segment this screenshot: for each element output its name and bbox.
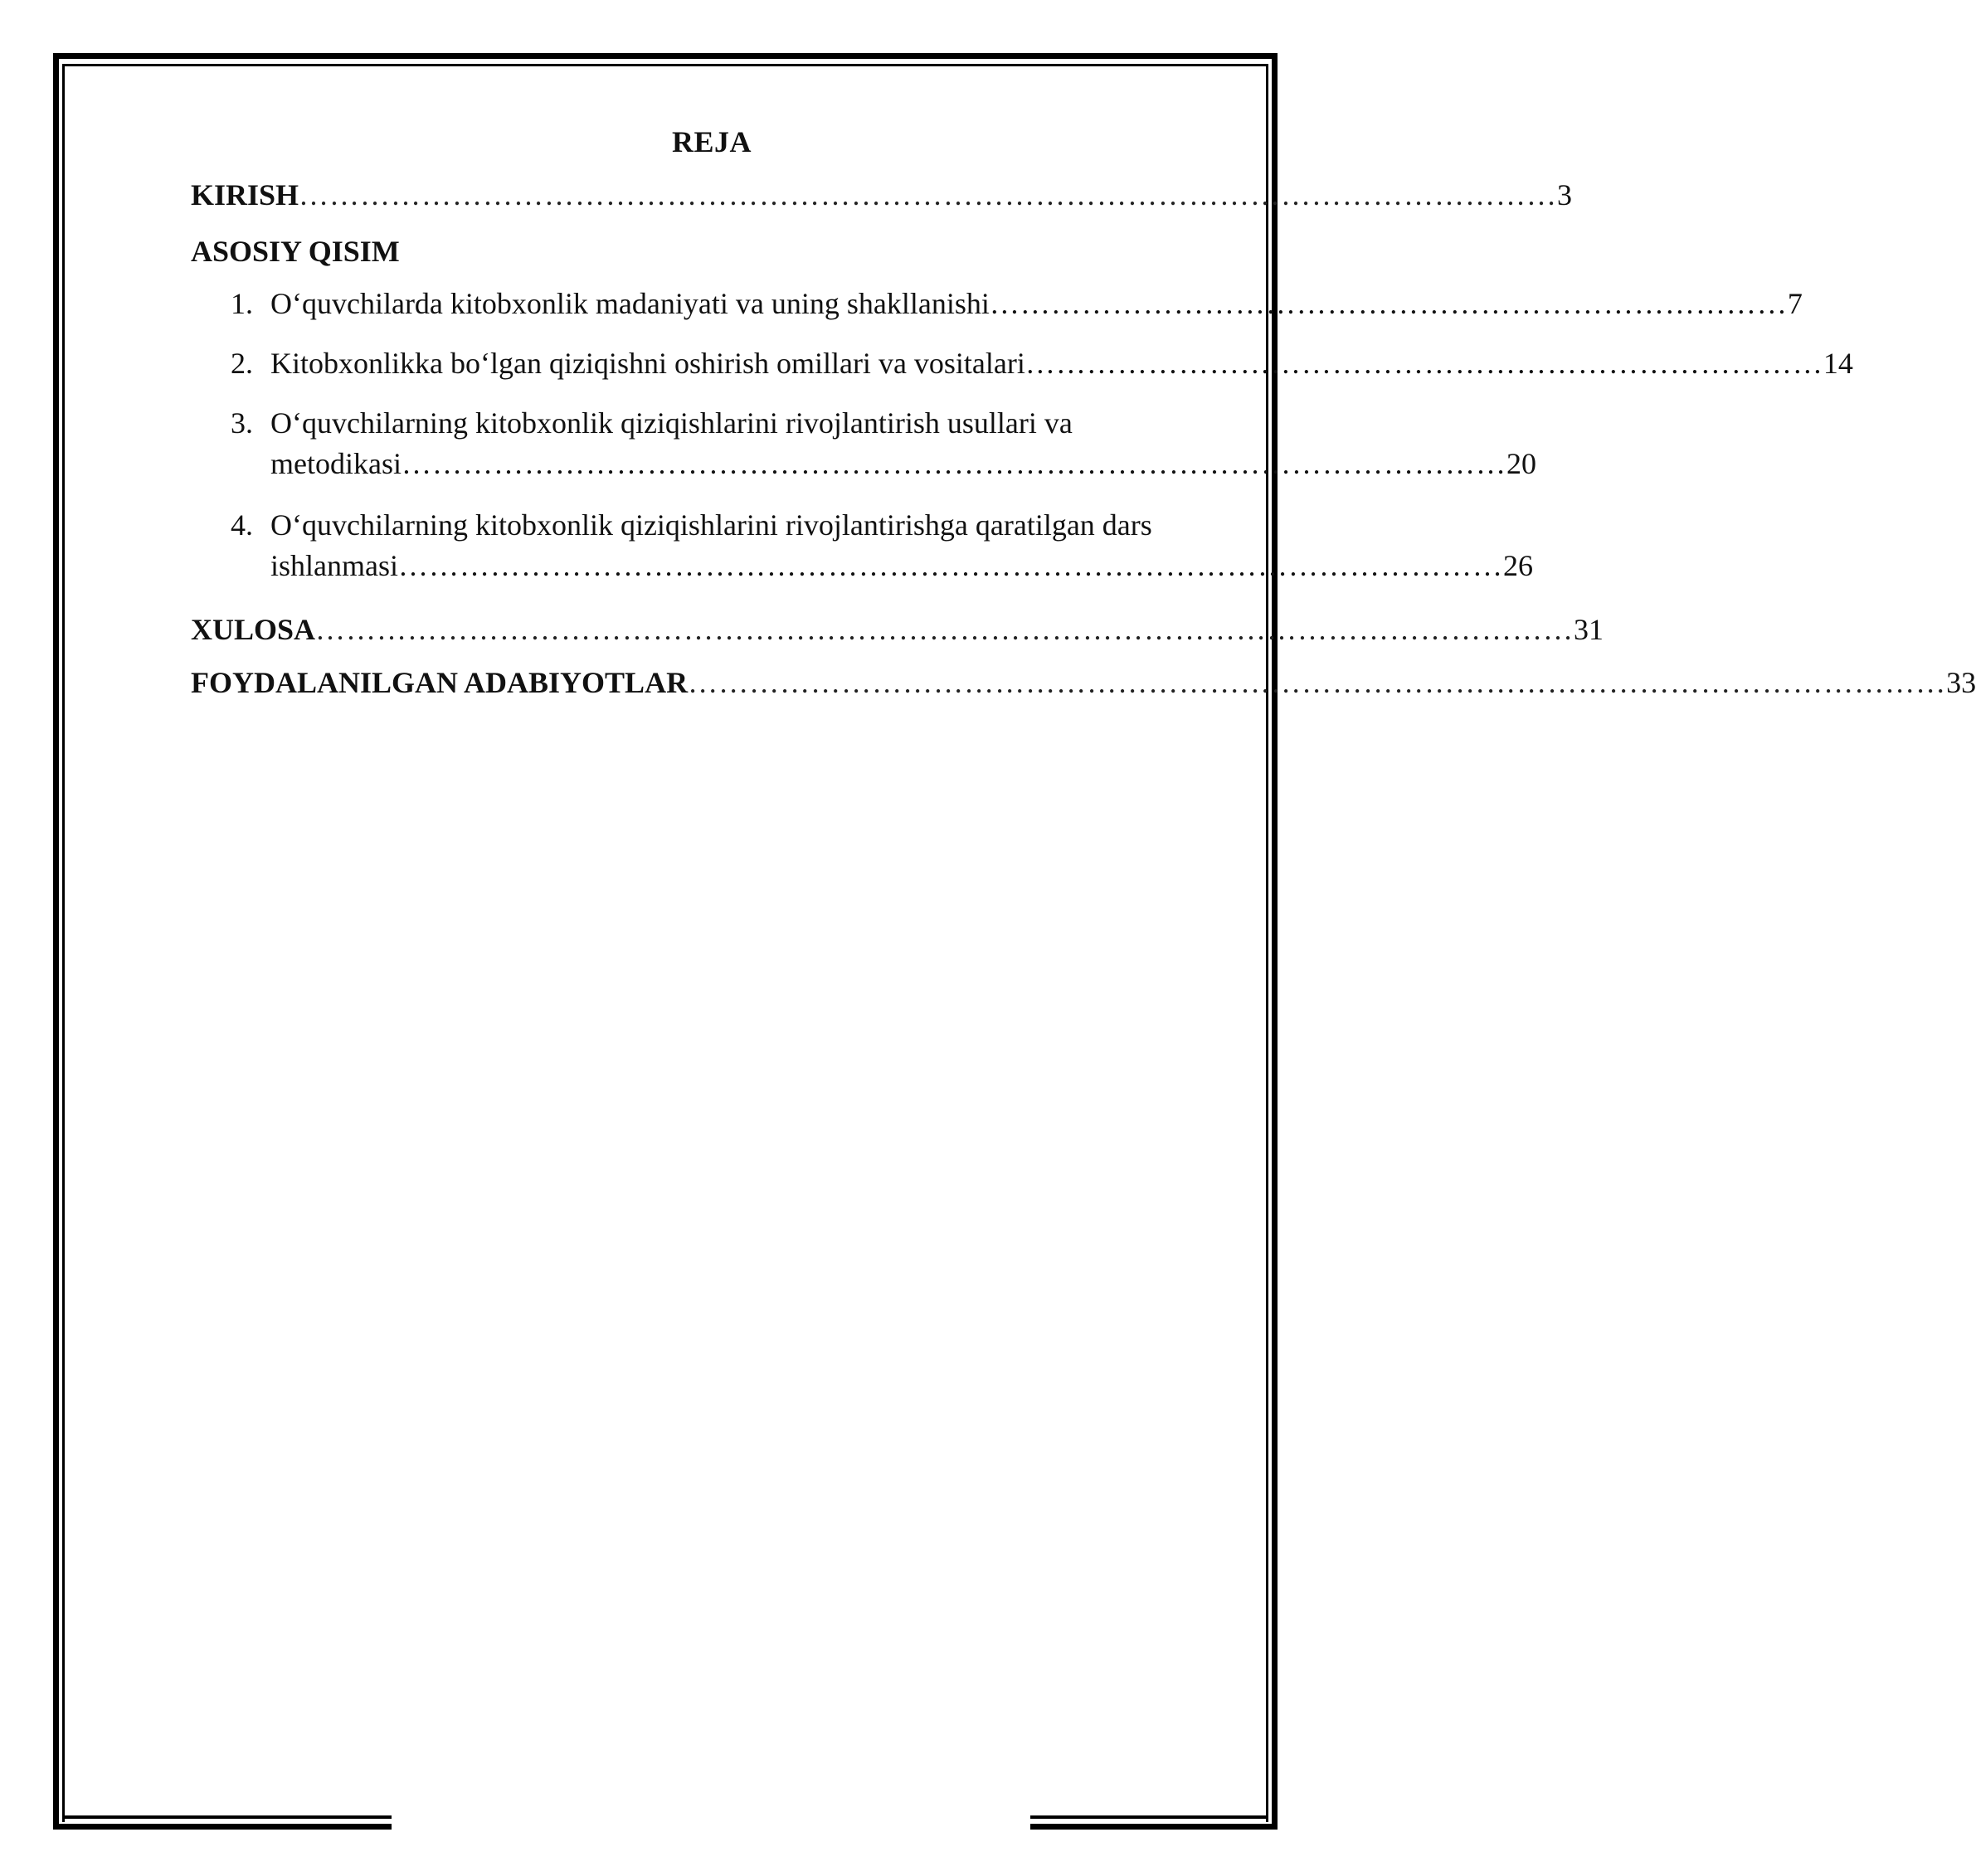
page-border-top-inner — [62, 64, 1268, 66]
toc-page-number: 26 — [1502, 549, 1533, 582]
list-number: 4. — [231, 508, 253, 542]
dot-leader: …………………………………………………………………………………………………………… — [315, 613, 1574, 646]
toc-entry-label-line1: O‘quvchilarning kitobxonlik qiziqishlarini rivojlantirish usullari va — [270, 406, 1073, 440]
toc-page-number: 14 — [1823, 347, 1853, 380]
list-number: 2. — [231, 347, 253, 380]
page-title: REJA — [671, 125, 752, 158]
dot-leader: …………………………………………………………………………………………………………… — [688, 666, 1947, 699]
toc-entry-label: Kitobxonlikka bo‘lgan qiziqishni oshirish omillari va vositalari — [270, 347, 1025, 380]
toc-entry-adabiyotlar[interactable] — [191, 665, 1976, 700]
dot-leader: …………………………………………………………………………………………………………… — [299, 178, 1558, 211]
page-border-bottom-left-outer — [53, 1824, 392, 1830]
toc-entry-label-line2: metodikasi — [270, 447, 402, 480]
page-border-left-outer — [53, 53, 59, 1830]
toc-entry-kirish[interactable] — [191, 177, 1573, 212]
toc-entry-label-line1: O‘quvchilarning kitobxonlik qiziqishlarini rivojlantirishga qaratilgan dars — [270, 508, 1152, 542]
toc-entry-xulosa[interactable] — [191, 612, 1604, 647]
dot-leader: …………………………………………………………………… — [989, 287, 1788, 320]
dot-leader: ……………………………………………………………………………………………… — [401, 447, 1506, 480]
toc-entry-label: KIRISH — [191, 178, 299, 211]
toc-entry-label-line2: ishlanmasi — [270, 549, 398, 582]
list-number: 1. — [231, 287, 253, 320]
dot-leader: ……………………………………………………………………………………………… — [397, 549, 1503, 582]
toc-page-number: 20 — [1506, 447, 1536, 480]
section-heading-asosiy-qism: ASOSIY QISIM — [191, 235, 400, 268]
page-border-right-inner — [1266, 64, 1268, 1822]
toc-entry-item-1[interactable] — [231, 286, 1803, 321]
page-border-bottom-left-inner — [62, 1815, 392, 1819]
dot-leader: …………………………………………………………………… — [1025, 347, 1823, 380]
list-number: 3. — [231, 406, 253, 440]
page-border-bottom-right-inner — [1030, 1815, 1268, 1819]
toc-entry-label: FOYDALANILGAN ADABIYOTLAR — [191, 666, 689, 699]
page-border-left-inner — [62, 64, 65, 1822]
toc-entry-item-2[interactable] — [231, 346, 1853, 381]
toc-entry-label: O‘quvchilarda kitobxonlik madaniyati va uning shakllanishi — [270, 287, 990, 320]
toc-entry-item-3[interactable] — [231, 406, 1536, 481]
toc-page-number: 31 — [1574, 613, 1604, 646]
toc-entry-label: XULOSA — [191, 613, 316, 646]
toc-page-number: 3 — [1557, 178, 1573, 211]
toc-page-number: 7 — [1787, 287, 1803, 320]
toc-entry-item-4[interactable] — [231, 508, 1533, 583]
page-border-bottom-right-outer — [1030, 1824, 1278, 1830]
toc-page-number: 33 — [1946, 666, 1976, 699]
page-border-top-outer — [53, 53, 1278, 59]
